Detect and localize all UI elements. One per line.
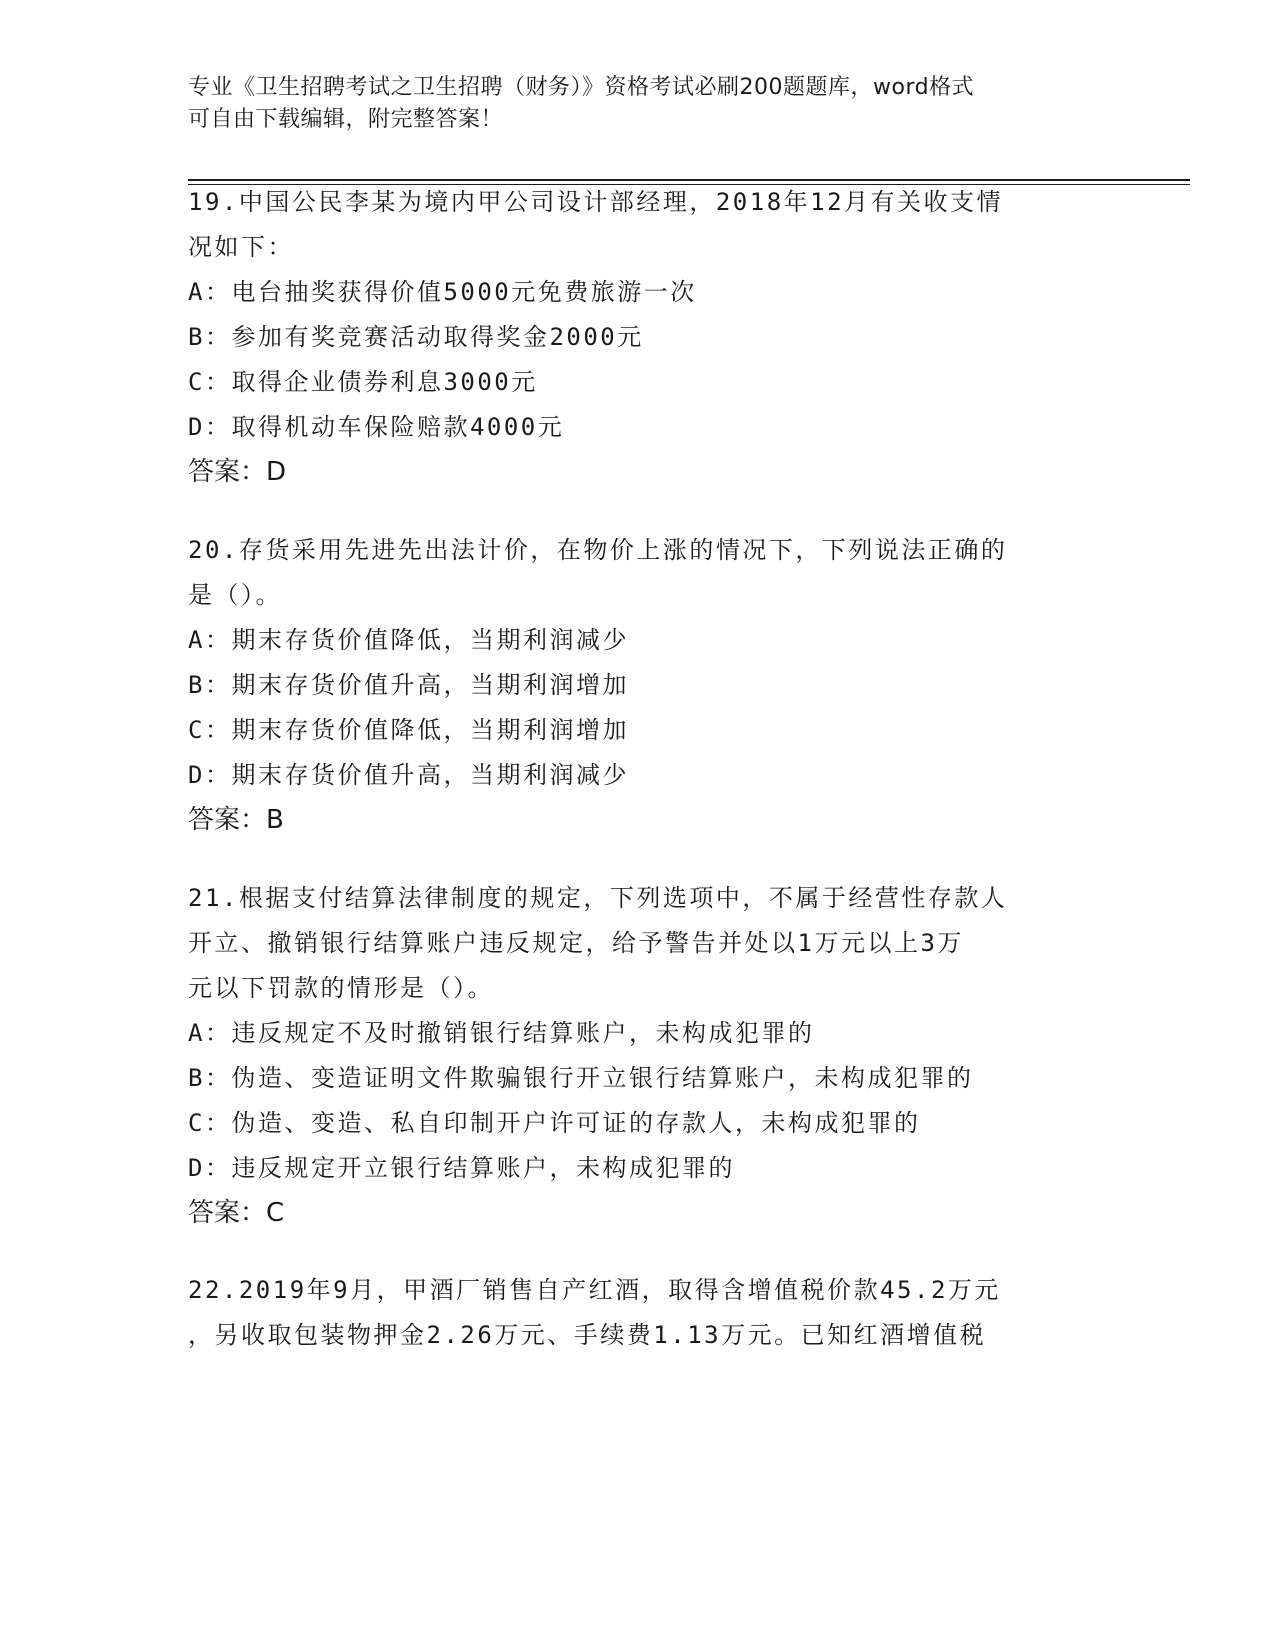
option-b: B：伪造、变造证明文件欺骗银行开立银行结算账户，未构成犯罪的 — [188, 1064, 974, 1092]
option-a: A：期末存货价值降低，当期利润减少 — [188, 626, 629, 654]
question-stem-line: 22.2019年9月，甲酒厂销售自产红酒，取得含增值税价款45.2万元 — [188, 1276, 1001, 1304]
document-header — [188, 72, 1068, 136]
option-d: D：违反规定开立银行结算账户，未构成犯罪的 — [188, 1154, 735, 1182]
header-line-2: 可自由下载编辑，附完整答案！ — [188, 107, 504, 132]
answer: 答案：C — [188, 1198, 285, 1228]
question-stem-line: 是（）。 — [188, 581, 282, 609]
option-d: D：期末存货价值升高，当期利润减少 — [188, 761, 629, 789]
question-20 — [188, 528, 1088, 843]
question-21 — [188, 876, 1088, 1236]
option-c: C：伪造、变造、私自印制开户许可证的存款人，未构成犯罪的 — [188, 1109, 921, 1137]
question-19 — [188, 180, 1088, 495]
question-stem-line: 元以下罚款的情形是（）。 — [188, 974, 494, 1002]
answer: 答案：D — [188, 457, 287, 487]
question-stem-line: ，另收取包装物押金2.26万元、手续费1.13万元。已知红酒增值税 — [188, 1321, 987, 1349]
answer: 答案：B — [188, 805, 284, 835]
option-b: B：期末存货价值升高，当期利润增加 — [188, 671, 629, 699]
option-c: C：期末存货价值降低，当期利润增加 — [188, 716, 629, 744]
header-line-1: 专业《卫生招聘考试之卫生招聘（财务）》资格考试必刷200题题库，word格式 — [188, 75, 975, 100]
option-c: C：取得企业债券利息3000元 — [188, 368, 538, 396]
option-a: A：违反规定不及时撤销银行结算账户，未构成犯罪的 — [188, 1019, 815, 1047]
option-d: D：取得机动车保险赔款4000元 — [188, 413, 565, 441]
question-stem-line: 21.根据支付结算法律制度的规定，下列选项中，不属于经营性存款人 — [188, 884, 1008, 912]
question-stem-line: 况如下： — [188, 233, 294, 261]
question-stem-line: 19.中国公民李某为境内甲公司设计部经理，2018年12月有关收支情 — [188, 188, 1004, 216]
question-stem-line: 开立、撤销银行结算账户违反规定，给予警告并处以1万元以上3万 — [188, 929, 964, 957]
option-b: B：参加有奖竞赛活动取得奖金2000元 — [188, 323, 644, 351]
question-stem-line: 20.存货采用先进先出法计价，在物价上涨的情况下，下列说法正确的 — [188, 536, 1008, 564]
option-a: A：电台抽奖获得价值5000元免费旅游一次 — [188, 278, 697, 306]
question-22 — [188, 1268, 1088, 1358]
